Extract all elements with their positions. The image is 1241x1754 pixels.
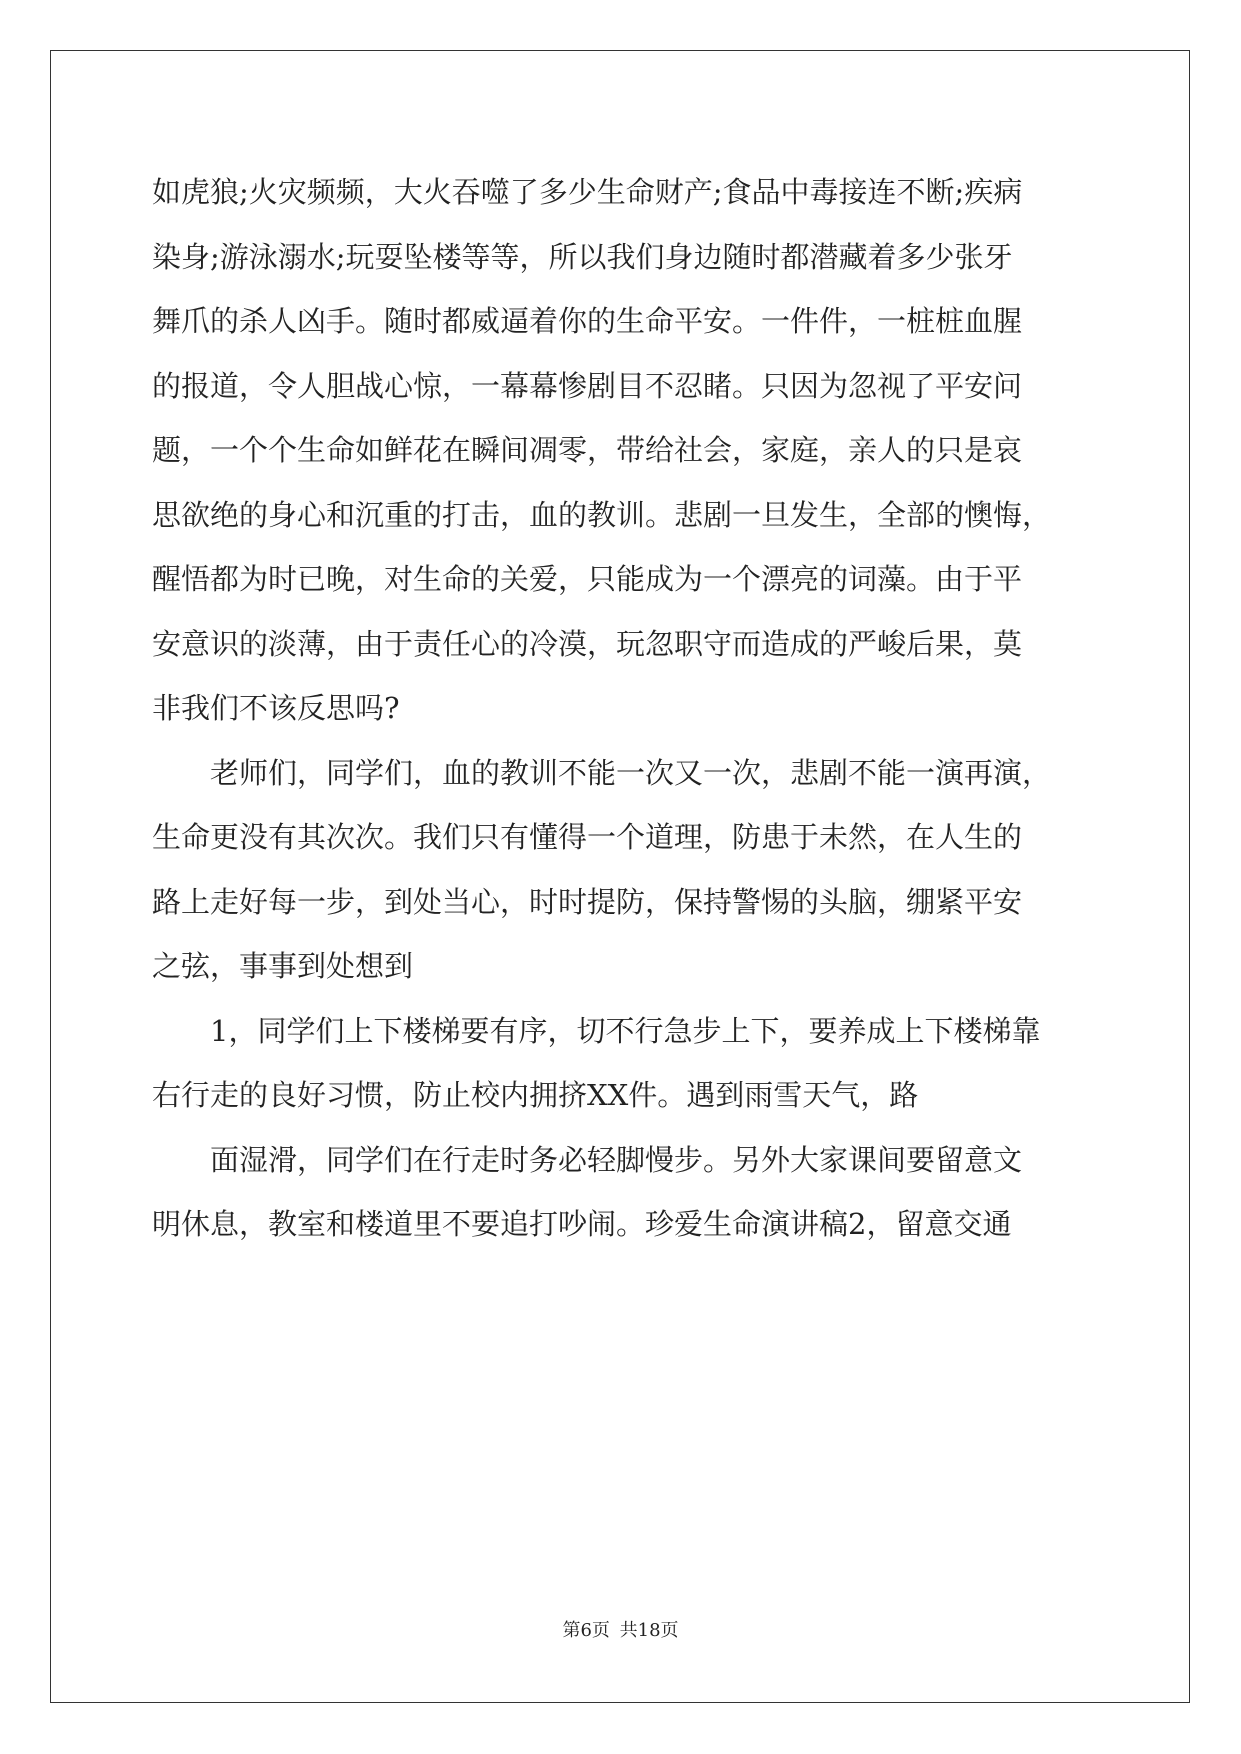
text-line: 生命更没有其次次。我们只有懂得一个道理，防患于未然，在人生的 <box>152 820 1023 854</box>
text-line: 面湿滑，同学们在行走时务必轻脚慢步。另外大家课间要留意文 <box>152 1142 1023 1177</box>
text-line: 思欲绝的身心和沉重的打击，血的教训。悲剧一旦发生，全部的懊悔， <box>152 497 1052 532</box>
text-line: 舞爪的杀人凶手。随时都威逼着你的生命平安。一件件，一桩桩血腥 <box>152 304 1023 338</box>
text-line: 之弦，事事到处想到 <box>152 949 414 983</box>
text-line: 醒悟都为时已晚，对生命的关爱，只能成为一个漂亮的词藻。由于平 <box>152 562 1023 596</box>
text-line: 的报道，令人胆战心惊，一幕幕惨剧目不忍睹。只因为忽视了平安问 <box>152 368 1023 403</box>
text-line: 题，一个个生命如鲜花在瞬间凋零，带给社会，家庭，亲人的只是哀 <box>152 433 1023 467</box>
text-line: 非我们不该反思吗? <box>152 691 400 725</box>
document-body <box>152 160 1092 1257</box>
text-line: 如虎狼;火灾频频，大火吞噬了多少生命财产;食品中毒接连不断;疾病 <box>152 175 1023 209</box>
text-line: 明休息，教室和楼道里不要追打吵闹。珍爱生命演讲稿2，留意交通 <box>152 1207 1012 1241</box>
page-footer <box>0 1616 1241 1642</box>
text-line: 安意识的淡薄，由于责任心的冷漠，玩忽职守而造成的严峻后果，莫 <box>152 626 1023 661</box>
page-number: 第6页 <box>562 1620 610 1641</box>
text-line: 路上走好每一步，到处当心，时时提防，保持警惕的头脑，绷紧平安 <box>152 884 1023 919</box>
page-total: 共18页 <box>619 1620 679 1641</box>
text-line: 右行走的良好习惯，防止校内拥挤XX件。遇到雨雪天气，路 <box>152 1078 919 1112</box>
text-line: 染身;游泳溺水;玩耍坠楼等等，所以我们身边随时都潜藏着多少张牙 <box>152 239 1013 274</box>
text-line: 1，同学们上下楼梯要有序，切不行急步上下，要养成上下楼梯靠 <box>152 1013 1041 1048</box>
text-line: 老师们，同学们，血的教训不能一次又一次，悲剧不能一演再演， <box>152 755 1052 790</box>
